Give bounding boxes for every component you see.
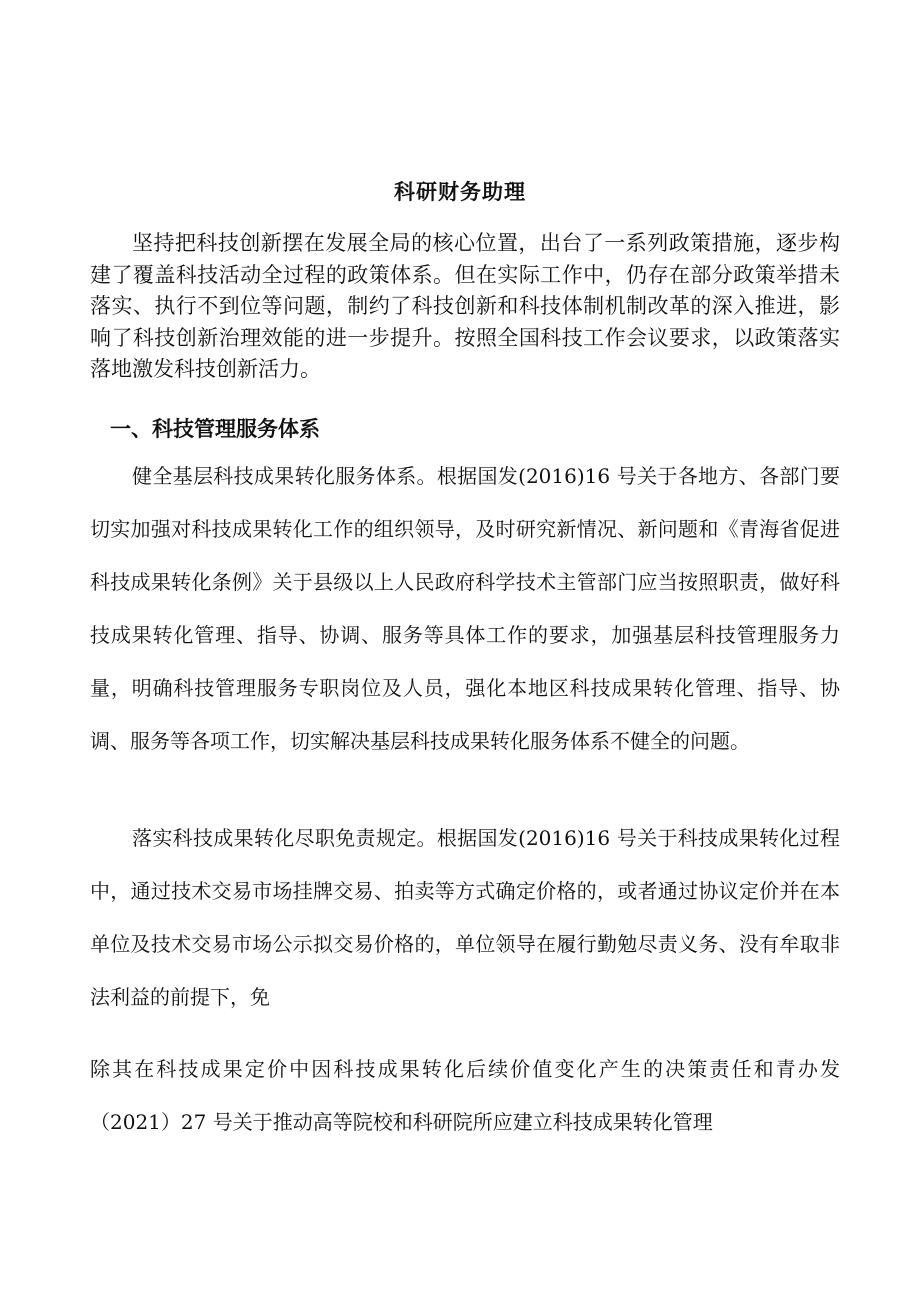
intro-paragraph: 坚持把科技创新摆在发展全局的核心位置，出台了一系列政策措施，逐步构建了覆盖科技活动全过程的政策体系。但在实际工作中，仍存在部分政策举措未落实、执行不到位等问题，制约了科技创新和科技体制机制改革的深入推进，影响了科技创新治理效能的进一步提升。按照全国科技工作会议要求，以政策落实落地激发科技创新活力。 — [90, 231, 840, 381]
body-paragraph-2: 落实科技成果转化尽职免责规定。根据国发(2016)16 号关于科技成果转化过程中，通过技术交易市场挂牌交易、拍卖等方式确定价格的，或者通过协议定价并在本单位及技术交易市场公示拟交易价格的，单位领导在履行勤勉尽责义务、没有牟取非法利益的前提下，免 — [90, 826, 840, 1009]
section-heading: 一、科技管理服务体系 — [110, 416, 320, 441]
document-title: 科研财务助理 — [394, 179, 526, 204]
body-paragraph-1: 健全基层科技成果转化服务体系。根据国发(2016)16 号关于各地方、各部门要切实加强对科技成果转化工作的组织领导，及时研究新情况、新问题和《青海省促进科技成果转化条例》关于县级以上人民政府科学技术主管部门应当按照职责，做好科技成果转化管理、指导、协调、服务等具体工作的要求，加强基层科技管理服务力量，明确科技管理服务专职岗位及人员，强化本地区科技成果转化管理、指导、协调、服务等各项工作，切实解决基层科技成果转化服务体系不健全的问题。 — [90, 464, 840, 753]
body-paragraph-3: 除其在科技成果定价中因科技成果转化后续价值变化产生的决策责任和青办发（2021）27 号关于推动高等院校和科研院所应建立科技成果转化管理 — [90, 1057, 840, 1134]
